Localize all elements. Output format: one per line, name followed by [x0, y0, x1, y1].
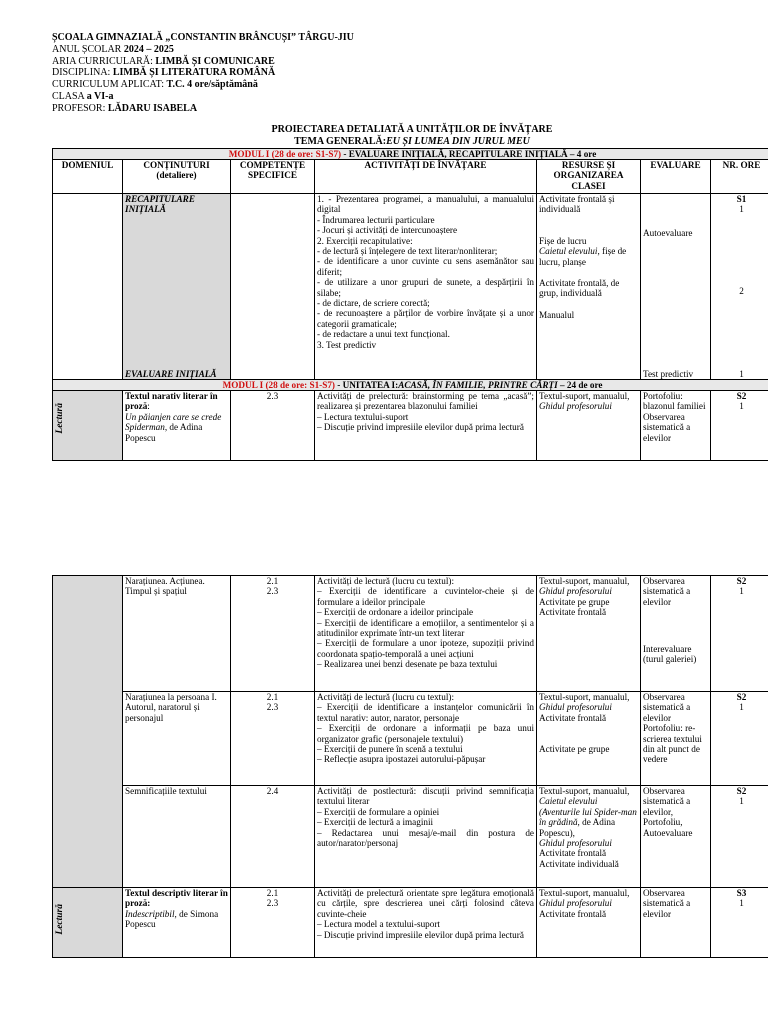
- content-cell: Textul descriptiv literar în proză: Indescriptibil, de Simona Popescu: [123, 888, 231, 958]
- competences-cell: 2.3: [231, 391, 315, 461]
- competences-cell: [231, 194, 315, 380]
- activity-item: Activități de postlectură: discuții privind semnificația textului literar: [317, 786, 534, 807]
- table-row: [53, 391, 768, 461]
- resource-item: Fișe de lucru Caietul elevului, fișe de lucru, planșe: [539, 235, 627, 267]
- document-header: [52, 32, 354, 115]
- hours-value: 1: [739, 368, 744, 379]
- activity-item: 2. Exerciții recapitulative:: [317, 235, 413, 246]
- hours-cell: S3 1: [711, 888, 768, 958]
- activities-cell: [315, 576, 537, 692]
- activity-item: – Realizarea unei benzi desenate pe baza textului: [317, 659, 498, 670]
- activity-item: – Exerciții de identificare a cuvintelor-cheie și de formulare a ideilor principale: [317, 586, 534, 607]
- module-row: MODUL I (28 de ore: S1-S7) - EVALUARE INIȚIALĂ, RECAPITULARE INIȚIALĂ – 4 ore: [53, 149, 768, 160]
- curriculum: CURRICULUM APLICAT: T.C. 4 ore/săptămână: [52, 79, 258, 91]
- activity-item: – Exerciții de ordonare a ideilor principale: [317, 607, 474, 618]
- activities-cell: [315, 888, 537, 958]
- content-cell: Textul narativ literar în proză: Un păianjen care se crede Spiderman, de Adina Popescu: [123, 391, 231, 461]
- eval-item: Autoevaluare: [643, 228, 693, 238]
- activity-item: - de utilizare a unor grupuri de sunete, a despărțirii în silabe;: [317, 277, 534, 298]
- activity-item: Activități de prelectură: brainstorming pe tema „acasă”; realizarea și prezentarea blazonului familiei: [317, 391, 534, 412]
- evaluation-cell: Portofoliu: blazonul familiei Observarea sistematică a elevilor: [641, 391, 711, 461]
- evaluation-cell: Observarea sistematică a elevilor, Portofoliu, Autoevaluare: [641, 786, 711, 888]
- table-row: [53, 888, 768, 958]
- activities-cell: [315, 391, 537, 461]
- column-headers: [53, 160, 768, 194]
- content-cell: [123, 194, 231, 380]
- activity-item: - Îndrumarea lecturii particulare: [317, 214, 435, 225]
- activity-item: - de redactare a unui text funcțional.: [317, 329, 450, 340]
- resources-cell: Textul-suport, manualul, Caietul elevului (Aventurile lui Spider-man în grădină, de Adina Popescu), Ghidul profesorului Activitate frontală Activitate individuală: [537, 786, 641, 888]
- planning-table-1: [52, 148, 768, 461]
- planning-table-2: [52, 575, 768, 958]
- table-row: [53, 786, 768, 888]
- activity-item: – Exerciții de lectură a imaginii: [317, 817, 434, 828]
- activity-item: – Exerciții de formulare a unor ipoteze, supoziții privind coordonata spațio-temporală a unei acțiuni: [317, 638, 534, 659]
- resources-cell: Textul-suport, manualul, Ghidul profesorului Activitate frontală Activitate pe grupe: [537, 692, 641, 786]
- school-name: ȘCOALA GIMNAZIALĂ „CONSTANTIN BRÂNCUȘI” TÂRGU-JIU: [52, 32, 354, 43]
- activity-item: – Redactarea unui mesaj/e-mail din postura de autor/narator/personaj: [317, 827, 534, 849]
- activity-item: – Lectura model a textului-suport: [317, 919, 440, 930]
- activities-cell: [315, 786, 537, 888]
- domain-cell: [53, 576, 123, 888]
- evaluation-cell: Observarea sistematică a elevilor: [641, 888, 711, 958]
- competences-cell: 2.1 2.3: [231, 888, 315, 958]
- activity-item: - de recunoaștere a părților de vorbire învățate și a unor categorii gramaticale;: [317, 308, 534, 329]
- hours-cell: [711, 194, 768, 380]
- competences-cell: 2.1 2.3: [231, 692, 315, 786]
- col-domain: DOMENIUL: [53, 160, 123, 194]
- discipline: DISCIPLINA: LIMBĂ ȘI LITERATURA ROMÂNĂ: [52, 67, 276, 79]
- resource-item: Activitate frontală și individuală: [539, 194, 615, 215]
- activity-item: – Exerciții de formulare a opiniei: [317, 806, 440, 817]
- hours-cell: S2 1: [711, 391, 768, 461]
- col-resources: RESURSE ȘI ORGANIZAREA CLASEI: [537, 160, 641, 194]
- activity-item: – Discuție privind impresiile elevilor după prima lectură: [317, 929, 524, 940]
- document-title: PROIECTAREA DETALIATĂ A UNITĂȚILOR DE ÎNVĂȚARE: [271, 124, 553, 135]
- teacher: PROFESOR: LĂDARU ISABELA: [52, 102, 198, 114]
- school-year: ANUL ȘCOLAR 2024 – 2025: [52, 43, 174, 55]
- activity-item: – Exerciții de identificare a emoțiilor, a sentimentelor și a atitudinilor exprimate într-un text literar: [317, 617, 534, 639]
- evaluation-cell: Observarea sistematică a elevilor Portofoliu: re-scrierea textului din alt punct de vedere: [641, 692, 711, 786]
- evaluation-cell: Observarea sistematică a elevilor Interevaluare (turul galeriei): [641, 576, 711, 692]
- resources-cell: Textul-suport, manualul, Ghidul profesorului Activitate pe grupe Activitate frontală: [537, 576, 641, 692]
- table-row: [53, 194, 768, 380]
- activity-item: - Jocuri și activități de intercunoaștere: [317, 225, 458, 236]
- col-content: CONȚINUTURI (detaliere): [123, 160, 231, 194]
- hours-cell: S2 1: [711, 692, 768, 786]
- activity-item: – Reflecție asupra ipostazei autorului-păpușar: [317, 754, 486, 765]
- curricular-area: ARIA CURRICULARĂ: LIMBĂ ȘI COMUNICARE: [52, 55, 275, 67]
- class-level: CLASA a VI-a: [52, 90, 114, 102]
- resource-item: Manualul: [539, 309, 575, 320]
- table-row: [53, 576, 768, 692]
- content-cell: Semnificațiile textului: [123, 786, 231, 888]
- hours-value: 2: [739, 286, 744, 296]
- activity-item: – Exerciții de identificare a instanțelor comunicării în textul narativ: autor, narator, personaje: [317, 702, 534, 723]
- hours-cell: S2 1: [711, 576, 768, 692]
- col-activities: ACTIVITĂȚI DE ÎNVĂȚARE: [315, 160, 537, 194]
- col-evaluation: EVALUARE: [641, 160, 711, 194]
- activity-item: – Exerciții de punere în scenă a textului: [317, 744, 463, 755]
- domain-cell: [53, 391, 123, 461]
- col-competences: COMPETENȚE SPECIFICE: [231, 160, 315, 194]
- module-row: MODUL I (28 de ore: S1-S7) - UNITATEA I:ACASĂ, ÎN FAMILIE, PRINTRE CĂRȚI – 24 de ore: [53, 380, 768, 391]
- evaluation-cell: [641, 194, 711, 380]
- week-label: S1: [736, 194, 747, 204]
- content-cell: Narațiunea. Acțiunea. Timpul și spațiul: [123, 576, 231, 692]
- resources-cell: [537, 194, 641, 380]
- col-hours: NR. ORE: [711, 160, 768, 194]
- hours-value: 1: [739, 204, 744, 215]
- recap-label: RECAPITULARE INIȚIALĂ: [125, 194, 195, 215]
- eval-item: Test predictiv: [643, 368, 694, 379]
- activity-item: – Exerciții de ordonare a informații pe baza unui organizator grafic (personajele textului): [317, 723, 534, 744]
- activity-item: - de dictare, de scriere corectă;: [317, 298, 430, 309]
- table-row: [53, 692, 768, 786]
- activity-item: - de identificare a unor cuvinte cu sens asemănător sau diferit;: [317, 256, 534, 277]
- competences-cell: 2.4: [231, 786, 315, 888]
- activity-item: Activități de lectură (lucru cu textul):: [317, 692, 454, 702]
- domain-label: Lectură: [55, 403, 65, 434]
- activity-item: 3. Test predictiv: [317, 339, 377, 350]
- activities-cell: [315, 194, 537, 380]
- domain-cell: [53, 194, 123, 380]
- activities-cell: [315, 692, 537, 786]
- activity-item: – Discuție privind impresiile elevilor după prima lectură: [317, 422, 524, 433]
- resources-cell: Textul-suport, manualul, Ghidul profesorului Activitate frontală: [537, 888, 641, 958]
- activity-item: Activități de lectură (lucru cu textul):: [317, 576, 454, 586]
- resources-cell: Textul-suport, manualul, Ghidul profesorului: [537, 391, 641, 461]
- domain-label: Lectură: [55, 904, 65, 935]
- activity-item: – Lectura textului-suport: [317, 411, 409, 422]
- domain-cell: [53, 888, 123, 958]
- resource-item: Activitate frontală, de grup, individuală: [539, 278, 620, 299]
- general-theme: TEMA GENERALĂ:EU ȘI LUMEA DIN JURUL MEU: [294, 136, 530, 147]
- content-cell: Narațiunea la persoana I. Autorul, naratorul și personajul: [123, 692, 231, 786]
- activity-item: 1. - Prezentarea programei, a manualului, a manualului digital: [317, 194, 534, 215]
- activity-item: Activități de prelectură orientate spre legătura emoțională cu cărțile, spre descrierea unei cărți folosind câteva cuvinte-cheie: [317, 888, 534, 919]
- evaluation-label: EVALUARE INIȚIALĂ: [125, 368, 217, 379]
- activity-item: - de lectură și înțelegere de text literar/nonliterar;: [317, 246, 498, 257]
- hours-cell: S2 1: [711, 786, 768, 888]
- competences-cell: 2.1 2.3: [231, 576, 315, 692]
